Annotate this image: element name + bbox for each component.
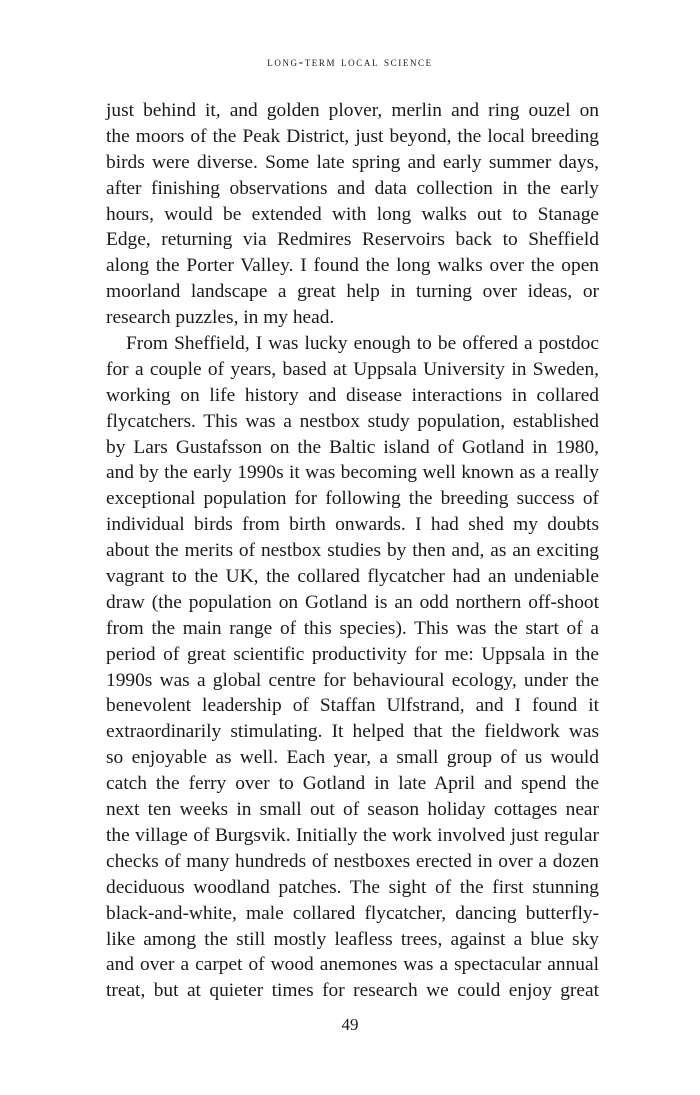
text-line: flycatchers. This was a nestbox study population, established xyxy=(106,410,599,432)
text-line: research puzzles, in my head. xyxy=(106,307,335,329)
running-head: long-term local science xyxy=(267,54,433,69)
text-line: deciduous woodland patches. The sight of the first stunning xyxy=(106,876,599,898)
text-line: treat, but at quieter times for research we could enjoy great xyxy=(106,980,599,1002)
text-line: the village of Burgsvik. Initially the work involved just regular xyxy=(106,824,599,846)
paragraph xyxy=(106,98,599,331)
text-line: black-and-white, male collared flycatcher, dancing butterfly- xyxy=(106,902,599,924)
text-line: and over a carpet of wood anemones was a spectacular annual xyxy=(106,954,599,976)
text-line: vagrant to the UK, the collared flycatcher had an undeniable xyxy=(106,566,599,588)
text-line: extraordinarily stimulating. It helped that the fieldwork was xyxy=(106,721,599,743)
text-line: the moors of the Peak District, just beyond, the local breeding xyxy=(106,125,599,147)
body-text xyxy=(106,98,599,1004)
text-line: birds were diverse. Some late spring and early summer days, xyxy=(106,151,599,173)
text-line: from the main range of this species). This was the start of a xyxy=(106,617,599,639)
text-line: Edge, returning via Redmires Reservoirs back to Sheffield xyxy=(106,229,599,251)
text-line: along the Porter Valley. I found the long walks over the open xyxy=(106,255,599,277)
text-line: benevolent leadership of Staffan Ulfstrand, and I found it xyxy=(106,695,599,717)
text-line: catch the ferry over to Gotland in late April and spend the xyxy=(106,773,599,795)
text-line: 1990s was a global centre for behavioural ecology, under the xyxy=(106,669,599,691)
text-line: by Lars Gustafsson on the Baltic island of Gotland in 1980, xyxy=(106,436,599,458)
text-line: individual birds from birth onwards. I had shed my doubts xyxy=(106,514,599,536)
text-line: working on life history and disease interactions in collared xyxy=(106,384,599,406)
text-line: draw (the population on Gotland is an odd northern off-shoot xyxy=(106,591,599,613)
text-line: exceptional population for following the breeding success of xyxy=(106,488,599,510)
text-line: so enjoyable as well. Each year, a small group of us would xyxy=(106,747,599,769)
paragraph xyxy=(106,331,599,1004)
text-line: hours, would be extended with long walks out to Stanage xyxy=(106,203,599,225)
text-line: just behind it, and golden plover, merlin and ring ouzel on xyxy=(106,100,599,121)
text-line: like among the still mostly leafless trees, against a blue sky xyxy=(106,928,599,950)
text-line: period of great scientific productivity for me: Uppsala in the xyxy=(106,643,599,665)
text-line: From Sheffield, I was lucky enough to be offered a postdoc xyxy=(126,333,599,355)
text-line: for a couple of years, based at Uppsala University in Sweden, xyxy=(106,358,599,380)
text-line: about the merits of nestbox studies by then and, as an exciting xyxy=(106,540,599,562)
text-line: and by the early 1990s it was becoming well known as a really xyxy=(106,462,599,484)
page-number: 49 xyxy=(341,1015,359,1034)
text-line: after finishing observations and data collection in the early xyxy=(106,177,599,199)
text-line: moorland landscape a great help in turning over ideas, or xyxy=(106,281,599,303)
text-line: next ten weeks in small out of season holiday cottages near xyxy=(106,799,599,821)
text-line: checks of many hundreds of nestboxes erected in over a dozen xyxy=(106,850,599,872)
